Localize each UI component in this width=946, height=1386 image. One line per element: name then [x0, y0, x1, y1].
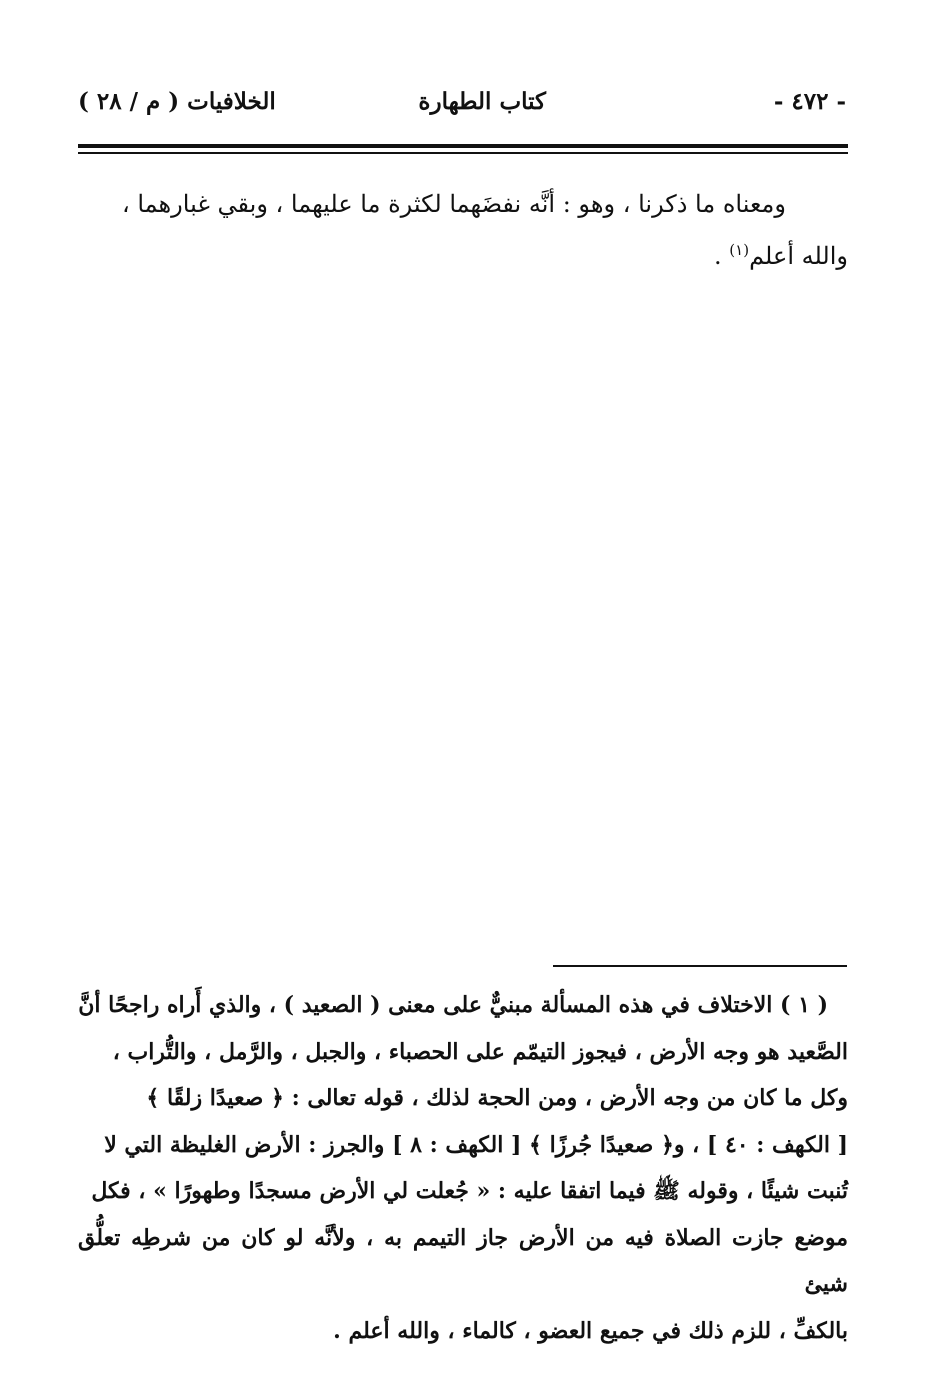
main-text: [78, 178, 848, 282]
footnote-line: موضع جازت الصلاة فيه من الأرض جاز التيمم به ، ولأنَّه لو كان من شرطِه تعلُّق شيئ: [78, 1224, 848, 1297]
main-text-line-1: ومعناه ما ذكرنا ، وهو : أنَّه نفضَهما لكثرة ما عليهما ، وبقي غبارهما ،: [121, 190, 786, 218]
main-text-line-2-end: .: [714, 242, 730, 270]
main-text-line-2-text: والله أعلم: [749, 242, 848, 270]
running-header: [78, 88, 846, 128]
footnote-1: [78, 982, 848, 1354]
footnote-line: وكل ما كان من وجه الأرض ، ومن الحجة لذلك ، قوله تعالى : ﴿ صعيدًا زلقًا ﴾: [146, 1085, 848, 1111]
series-volume: الخلافيات ( م / ٢٨ ): [78, 88, 276, 115]
footnote-reference: (١): [729, 241, 750, 259]
page-number: - ٤٧٢ -: [773, 88, 846, 115]
footnote-line: بالكفِّ ، للزم ذلك في جميع العضو ، كالماء ، والله أعلم .: [333, 1317, 848, 1344]
footnote-line: ( ١ ) الاختلاف في هذه المسألة مبنيٌّ على معنى ( الصعيد ) ، والذي أَراه راجحًا أنَّ: [78, 992, 828, 1018]
footnote-line: الصَّعيد هو وجه الأرض ، فيجوز التيمّم على الحصباء ، والجبل ، والرَّمل ، والتُّراب ،: [112, 1038, 848, 1065]
main-text-line-2: [78, 230, 848, 282]
footnote-separator: [553, 965, 847, 967]
footnote-line: تُنبت شيئًا ، وقوله ﷺ فيما اتفقا عليه : « جُعلت لي الأرض مسجدًا وطهورًا » ، فكل: [91, 1178, 848, 1204]
header-rule-thin: [78, 152, 848, 154]
header-rule-thick: [78, 144, 848, 148]
footnote-line: [ الكهف : ٤٠ ] ، و﴿ صعيدًا جُرزًا ﴾ [ الكهف : ٨ ] والجرز : الأرض الغليظة التي لا: [104, 1131, 848, 1158]
book-title: كتاب الطهارة: [418, 88, 546, 115]
